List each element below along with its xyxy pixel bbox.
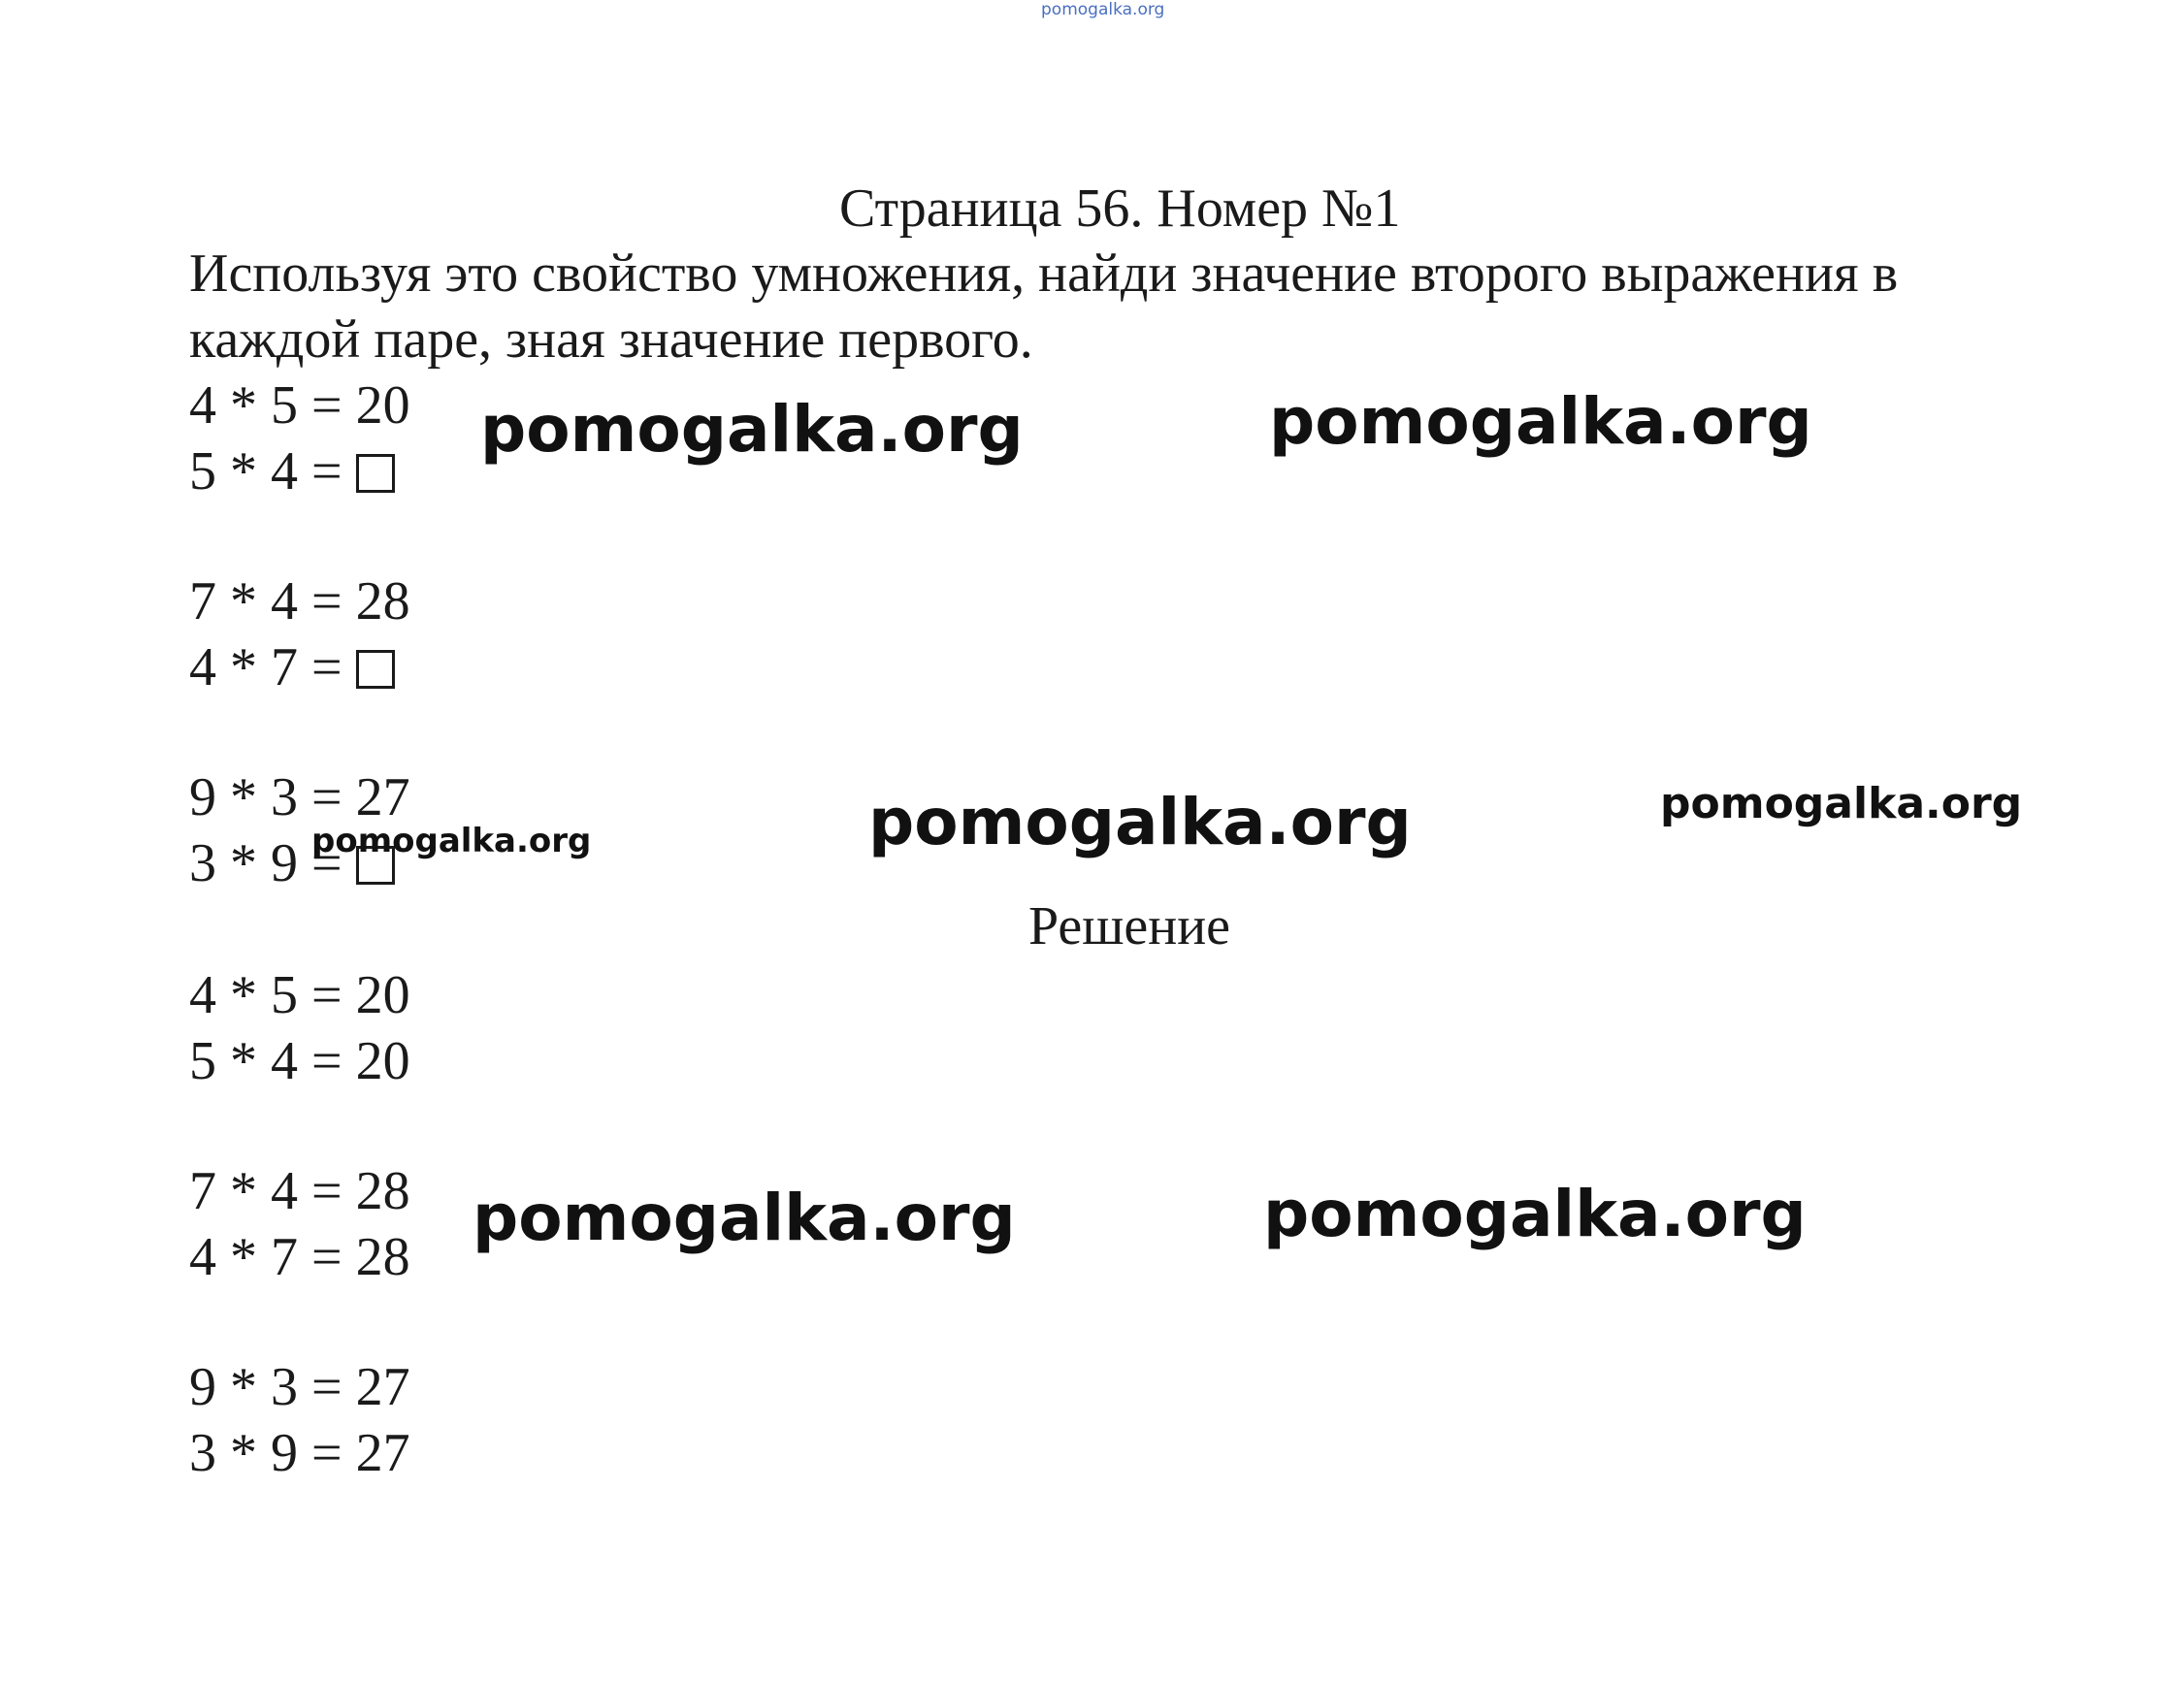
solution-pair2-line2: 4 * 7 = 28 xyxy=(189,1227,410,1287)
top-watermark: pomogalka.org xyxy=(1041,0,1165,19)
exercise-pair3-line1: 9 * 3 = 27 xyxy=(189,767,410,827)
solution-pair3-line2: 3 * 9 = 27 xyxy=(189,1423,410,1483)
watermark: pomogalka.org xyxy=(1269,384,1812,459)
watermark: pomogalka.org xyxy=(480,392,1024,467)
exercise-pair1-line1: 4 * 5 = 20 xyxy=(189,375,410,436)
watermark: pomogalka.org xyxy=(473,1181,1016,1255)
task-text: Используя это свойство умножения, найди значение второго выражения в каждой паре, зная значение первого. xyxy=(189,243,1899,370)
exercise-pair2-line2 xyxy=(189,634,395,700)
exercise-pair2-line2-text: 4 * 7 = xyxy=(189,637,356,697)
solution-title: Решение xyxy=(1028,896,1231,956)
watermark: pomogalka.org xyxy=(1660,779,2023,828)
answer-box xyxy=(356,454,395,493)
solution-pair1-line1: 4 * 5 = 20 xyxy=(189,965,410,1025)
exercise-pair1-line2-text: 5 * 4 = xyxy=(189,441,356,502)
page-title: Страница 56. Номер №1 xyxy=(839,178,1401,239)
watermark: pomogalka.org xyxy=(1263,1177,1807,1251)
watermark: pomogalka.org xyxy=(311,822,592,860)
solution-pair2-line1: 7 * 4 = 28 xyxy=(189,1161,410,1221)
answer-box xyxy=(356,650,395,689)
exercise-pair3-line2-text: 3 * 9 = xyxy=(189,833,356,893)
solution-pair3-line1: 9 * 3 = 27 xyxy=(189,1357,410,1417)
watermark: pomogalka.org xyxy=(868,785,1412,859)
solution-pair1-line2: 5 * 4 = 20 xyxy=(189,1031,410,1091)
exercise-pair1-line2 xyxy=(189,438,395,504)
exercise-pair2-line1: 7 * 4 = 28 xyxy=(189,571,410,632)
